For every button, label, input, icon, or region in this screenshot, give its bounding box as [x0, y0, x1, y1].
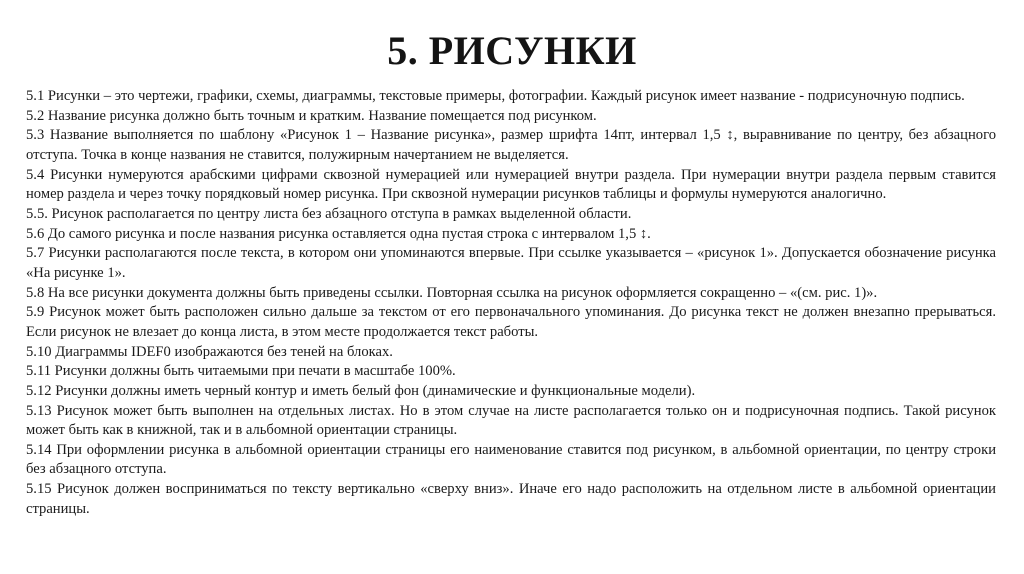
slide-body — [26, 87, 996, 519]
rule-5-4: 5.4 Рисунки нумеруются арабскими цифрами сквозной нумерацией или нумерацией внутри раздела. При нумерации внутри раздела первым ставится номер раздела и через точку порядковый номер рисунка. При сквозной нумерации рисунков таблицы и формулы нумеруются аналогично. — [26, 166, 996, 203]
slide-title: 5. РИСУНКИ — [387, 28, 637, 73]
rule-5-9: 5.9 Рисунок может быть расположен сильно дальше за текстом от его первоначального упоминания. До рисунка текст не должен внезапно прерываться. Если рисунок не влезает до конца листа, в этом месте продолжается текст работы. — [26, 304, 996, 340]
rule-5-14: 5.14 При оформлении рисунка в альбомной ориентации страницы его наименование ставится под рисунком, в альбомной ориентации, по центру строки без абзацного отступа. — [26, 441, 996, 478]
rule-5-13: 5.13 Рисунок может быть выполнен на отдельных листах. Но в этом случае на листе располагается только он и подрисуночная подпись. Такой рисунок может быть как в книжной, так и в альбомной ориентации страницы. — [26, 402, 996, 439]
rule-5-5: 5.5. Рисунок располагается по центру листа без абзацного отступа в рамках выделенной области. — [26, 205, 632, 222]
rule-5-10: 5.10 Диаграммы IDEF0 изображаются без теней на блоках. — [26, 343, 393, 360]
rule-5-15: 5.15 Рисунок должен восприниматься по тексту вертикально «сверху вниз». Иначе его надо расположить на отдельном листе в альбомной ориентации страницы. — [26, 481, 996, 517]
rule-5-8: 5.8 На все рисунки документа должны быть приведены ссылки. Повторная ссылка на рисунок оформляется сокращенно – «(см. рис. 1)». — [26, 284, 878, 301]
rule-5-7: 5.7 Рисунки располагаются после текста, в котором они упоминаются впервые. При ссылке указывается – «рисунок 1». Допускается обозначение рисунка «На рисунке 1». — [26, 245, 996, 281]
rule-5-1: 5.1 Рисунки – это чертежи, графики, схемы, диаграммы, текстовые примеры, фотографии. Каждый рисунок имеет название - подрисуночную подпись. — [26, 88, 965, 104]
rule-5-11: 5.11 Рисунки должны быть читаемыми при печати в масштабе 100%. — [26, 363, 456, 380]
rule-5-6: 5.6 До самого рисунка и после названия рисунка оставляется одна пустая строка с интервалом 1,5 ↕. — [26, 225, 651, 242]
rule-5-3: 5.3 Название выполняется по шаблону «Рисунок 1 – Название рисунка», размер шрифта 14пт, интервал 1,5 ↕, выравнивание по центру, без абзацного отступа. Точка в конце названия не ставится, полужирным начертанием не выделяется. — [26, 127, 996, 163]
rule-5-2: 5.2 Название рисунка должно быть точным и кратким. Название помещается под рисунком. — [26, 107, 597, 124]
rule-5-12: 5.12 Рисунки должны иметь черный контур и иметь белый фон (динамические и функциональные модели). — [26, 382, 696, 399]
